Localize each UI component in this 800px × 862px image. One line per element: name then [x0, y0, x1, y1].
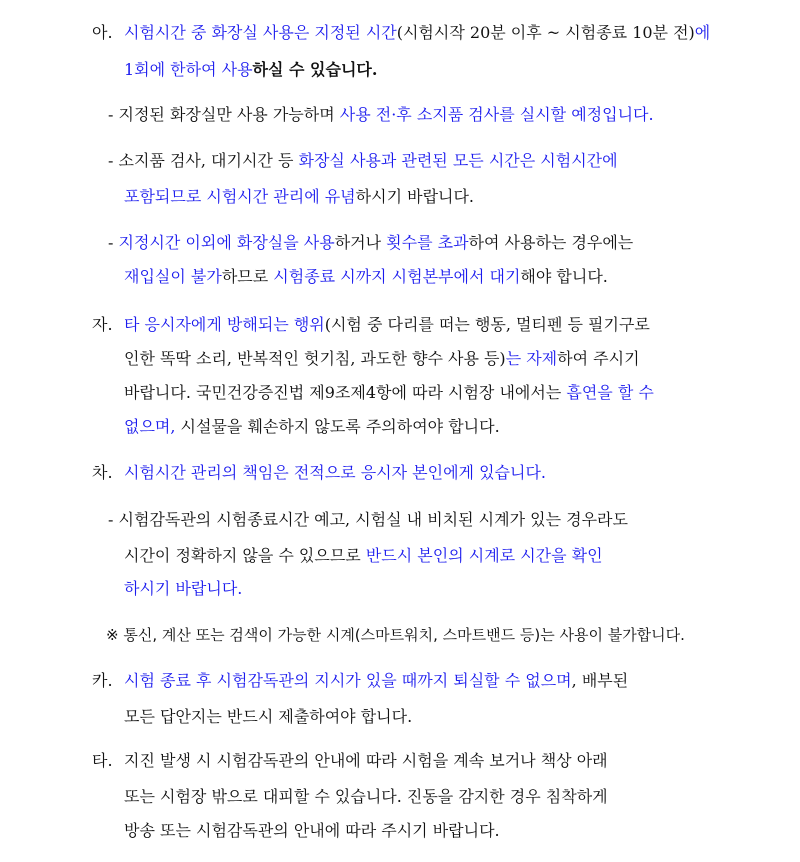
- item-ja-marker: 자.: [92, 315, 113, 334]
- item-ta-line-2: [124, 786, 608, 808]
- item-ka-line-2: [124, 706, 412, 728]
- highlighted-text: 포함되므로 시험시간 관리에 유념: [124, 187, 356, 206]
- highlighted-text: 시험 종료 후 시험감독관의 지시가 있을 때까지 퇴실할 수 없으며: [124, 671, 572, 690]
- item-a-line-2: [124, 59, 377, 81]
- highlighted-text: 시험시간 중 화장실 사용은 지정된 시간: [124, 23, 397, 42]
- item-ka-line-1: [124, 670, 628, 692]
- item-cha-sub-1-line-1: [108, 509, 628, 531]
- highlighted-text: 지정시간 이외에 화장실을 사용: [118, 233, 335, 252]
- item-cha-line-1: [124, 462, 546, 484]
- highlighted-text: 는 자제: [505, 349, 558, 368]
- text-run: 해야 합니다.: [520, 267, 608, 286]
- highlighted-text: 타 응시자에게 방해되는 행위: [124, 315, 325, 334]
- text-run: (시험 중 다리를 떠는 행동, 멀티펜 등 필기구로: [324, 315, 650, 334]
- highlighted-text: 화장실 사용과 관련된 모든 시간은 시험시간에: [298, 151, 618, 170]
- text-run: 또는 시험장 밖으로 대피할 수 있습니다. 진동을 감지한 경우 침착하게: [124, 787, 608, 806]
- item-ta-line-3: [124, 820, 500, 842]
- highlighted-text: 하시기 바랍니다.: [124, 579, 243, 598]
- item-a-marker: 아.: [92, 23, 113, 42]
- text-run: 바랍니다. 국민건강증진법 제9조제4항에 따라 시험장 내에서는: [124, 383, 567, 402]
- highlighted-text: 시험시간 관리의 책임은 전적으로 응시자 본인에게 있습니다.: [124, 463, 547, 482]
- highlighted-text: 횟수를 초과: [386, 233, 469, 252]
- item-a-sub-3-line-1: [108, 232, 633, 254]
- item-cha-sub-1-line-2: [124, 545, 603, 567]
- text-run: 방송 또는 시험감독관의 안내에 따라 주시기 바랍니다.: [124, 821, 500, 840]
- text-run: - 소지품 검사, 대기시간 등: [108, 151, 299, 170]
- text-run: ※ 통신, 계산 또는 검색이 가능한 시계(스마트워치, 스마트밴드 등)는 사용이 불가합니다.: [106, 626, 685, 644]
- highlighted-text: 흡연을 할 수: [566, 383, 654, 402]
- highlighted-text: 반드시 본인의 시계로 시간을 확인: [365, 546, 603, 565]
- highlighted-text: 사용 전·후 소지품 검사를 실시할 예정입니다.: [339, 105, 654, 124]
- item-a-line-1: [124, 22, 710, 44]
- text-run: 시설물을 훼손하지 않도록 주의하여야 합니다.: [175, 417, 500, 436]
- item-ka-marker: 카.: [92, 671, 113, 690]
- highlighted-text: 1회에 한하여 사용: [124, 60, 253, 79]
- text-run: 하므로: [221, 267, 274, 286]
- item-a-sub-2-line-1: [108, 150, 618, 172]
- highlighted-text: 시험종료 시까지 시험본부에서 대기: [273, 267, 521, 286]
- item-ja-line-3: [124, 382, 654, 404]
- item-ja-line-1: [124, 314, 650, 336]
- text-run: 시간이 정확하지 않을 수 있으므로: [124, 546, 366, 565]
- text-run: 지진 발생 시 시험감독관의 안내에 따라 시험을 계속 보거나 책상 아래: [124, 751, 608, 770]
- item-cha-sub-1-line-3: [124, 578, 242, 600]
- text-run: 하실 수 있습니다.: [252, 60, 378, 79]
- text-run: - 지정된 화장실만 사용 가능하며: [108, 105, 340, 124]
- highlighted-text: 없으며,: [124, 417, 176, 436]
- item-cha-marker: 차.: [92, 463, 113, 482]
- text-run: 하시기 바랍니다.: [355, 187, 475, 206]
- item-ta-marker: 타.: [92, 751, 113, 770]
- item-ja-line-2: [124, 348, 640, 370]
- text-run: -: [108, 233, 119, 252]
- text-run: 인한 똑딱 소리, 반복적인 헛기침, 과도한 향수 사용 등): [124, 349, 506, 368]
- item-ta-line-1: [124, 750, 608, 772]
- text-run: , 배부된: [571, 671, 629, 690]
- item-a-sub-2-line-2: [124, 186, 474, 208]
- text-run: 하여 사용하는 경우에는: [468, 233, 634, 252]
- item-ja-line-4: [124, 416, 500, 438]
- item-a-sub-1: [108, 104, 654, 126]
- text-run: (시험시작 20분 이후 ~ 시험종료 10분 전): [396, 23, 695, 42]
- text-run: 모든 답안지는 반드시 제출하여야 합니다.: [124, 707, 413, 726]
- highlighted-text: 재입실이 불가: [124, 267, 222, 286]
- item-cha-note: [106, 624, 685, 646]
- highlighted-text: 에: [694, 23, 711, 42]
- text-run: 하거나: [334, 233, 387, 252]
- item-a-sub-3-line-2: [124, 266, 608, 288]
- text-run: - 시험감독관의 시험종료시간 예고, 시험실 내 비치된 시계가 있는 경우라도: [108, 510, 628, 529]
- text-run: 하여 주시기: [557, 349, 640, 368]
